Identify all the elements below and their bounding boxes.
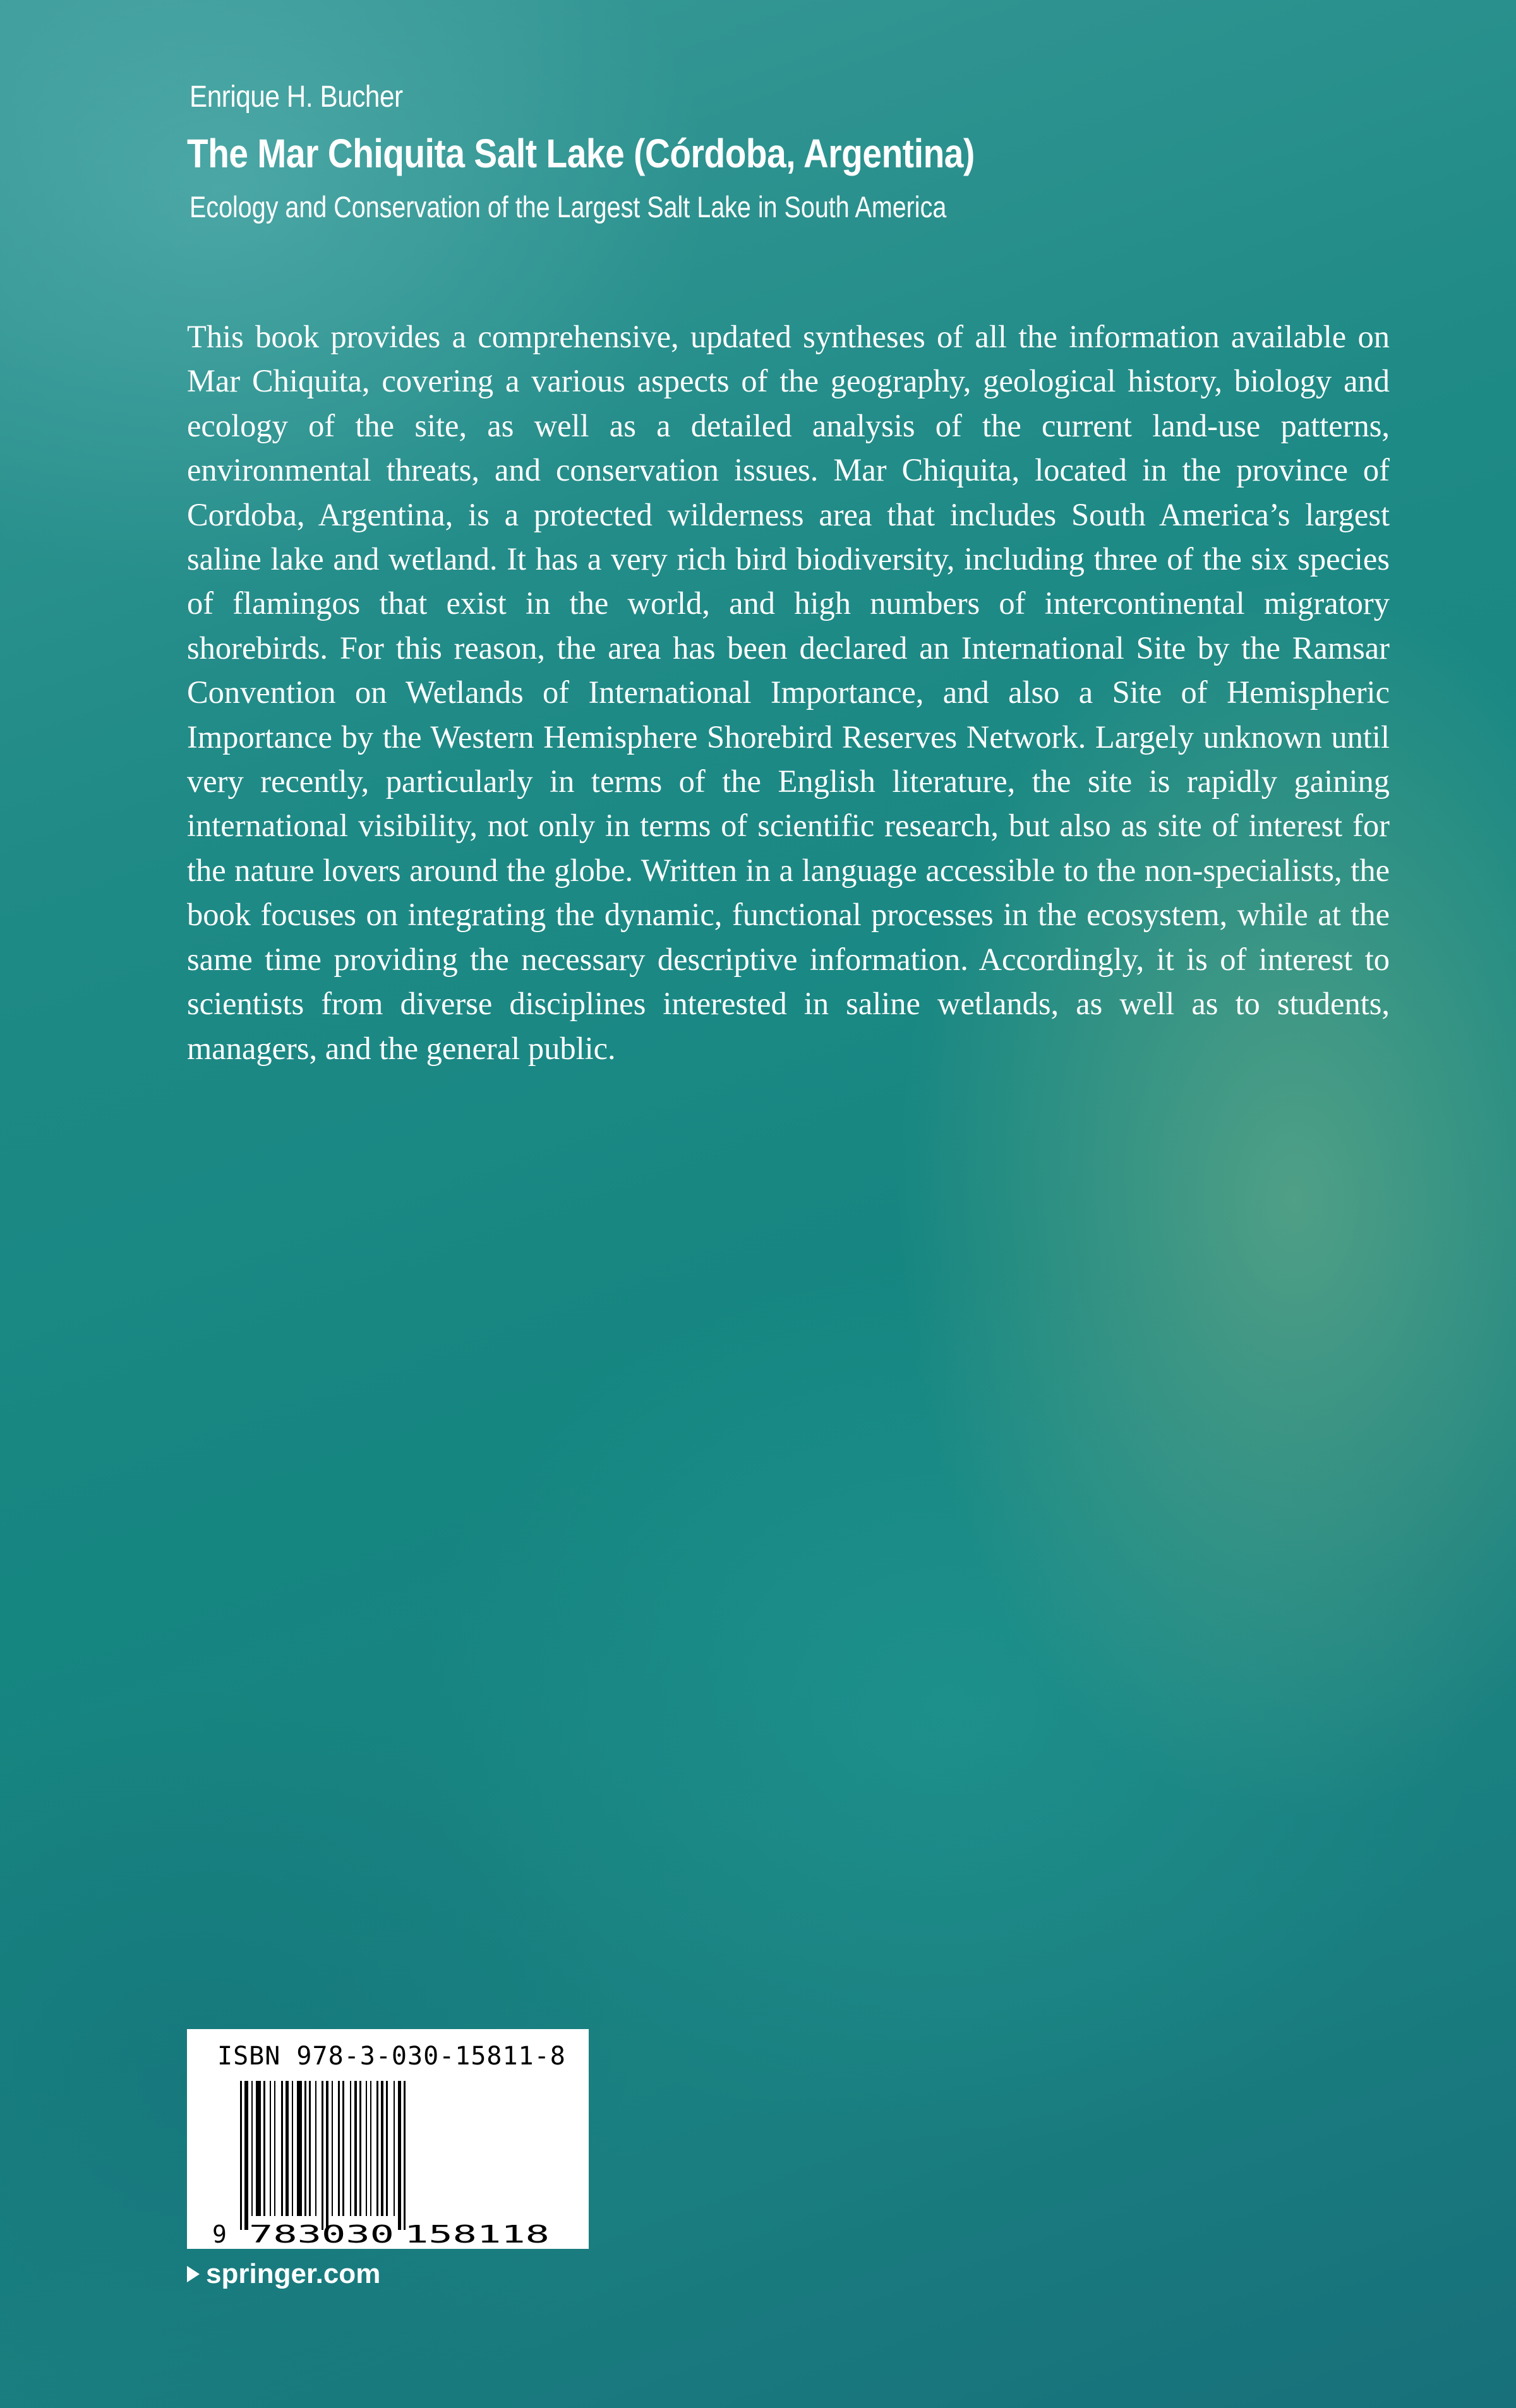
arrow-right-icon bbox=[187, 2266, 200, 2282]
barcode-digits-right: 158118 bbox=[404, 2220, 550, 2248]
publisher-link-label: springer.com bbox=[206, 2258, 381, 2289]
barcode-bar bbox=[263, 2081, 265, 2216]
book-title: The Mar Chiquita Salt Lake (Córdoba, Argentina) bbox=[187, 131, 975, 176]
barcode-digit-lead: 9 bbox=[212, 2220, 227, 2248]
barcode-bar bbox=[244, 2081, 248, 2230]
barcode-bar bbox=[354, 2081, 357, 2216]
barcode-bar bbox=[256, 2081, 261, 2216]
barcode-bar bbox=[350, 2081, 351, 2216]
barcode-bar bbox=[386, 2081, 388, 2216]
barcode-bar bbox=[309, 2081, 311, 2216]
publisher-link[interactable] bbox=[187, 2258, 380, 2290]
barcode-bar bbox=[292, 2081, 293, 2216]
barcode-bar bbox=[342, 2081, 344, 2216]
barcode-bar bbox=[381, 2081, 383, 2216]
barcode-bar bbox=[297, 2081, 302, 2216]
barcode-bar bbox=[240, 2081, 242, 2230]
barcode-bar bbox=[359, 2081, 361, 2216]
book-description: This book provides a comprehensive, updated syntheses of all the information available on Mar Chiquita, covering a various aspects of the geography, geological history, biology and ecology of the site, as well as a detailed analysis of the current land-use patterns, environmental threats, and conservation issues. Mar Chiquita, located in the province of Cordoba, Argentina, is a protected wilderness area that includes South America’s largest saline lake and wetland. It has a very rich bird biodiversity, including three of the six species of flamingos that exist in the world, and high numbers of intercontinental migratory shorebirds. For this reason, the area has been declared an International Site by the Ramsar Convention on Wetlands of International Importance, and also a Site of Hemispheric Importance by the Western Hemisphere Shorebird Reserves Network. Largely unknown until very recently, particularly in terms of the English literature, the site is rapidly gaining international visibility, not only in terms of scientific research, but also as site of interest for the nature lovers around the globe. Written in a language accessible to the non-specialists, the book focuses on integrating the dynamic, functional processes in the ecosystem, while at the same time providing the necessary descriptive information. Accordingly, it is of interest to scientists from diverse disciplines interested in saline wetlands, as well as to students, managers, and the general public. bbox=[187, 319, 1390, 1066]
barcode-bar bbox=[326, 2081, 328, 2230]
barcode-bar bbox=[274, 2081, 275, 2216]
isbn-label: ISBN 978-3-030-15811-8 bbox=[217, 2042, 566, 2071]
barcode-bar bbox=[332, 2081, 333, 2216]
barcode-bar bbox=[398, 2081, 401, 2230]
barcode-bar bbox=[370, 2081, 371, 2216]
barcode-bar bbox=[270, 2081, 271, 2216]
barcode-bar bbox=[394, 2081, 395, 2216]
barcode-digits-left: 783030 bbox=[249, 2220, 394, 2248]
barcode-icon bbox=[187, 2029, 589, 2249]
book-subtitle: Ecology and Conservation of the Largest Salt Lake in South America bbox=[190, 190, 947, 224]
barcode-bar bbox=[322, 2081, 323, 2230]
barcode-bar bbox=[304, 2081, 306, 2216]
barcode-bar bbox=[281, 2081, 283, 2216]
barcode-bar bbox=[286, 2081, 289, 2216]
barcode-bar bbox=[376, 2081, 378, 2216]
barcode-bar bbox=[366, 2081, 367, 2216]
barcode-bar bbox=[315, 2081, 316, 2216]
isbn-barcode-box bbox=[187, 2029, 589, 2249]
barcode-bar bbox=[251, 2081, 253, 2216]
barcode-bar bbox=[338, 2081, 340, 2216]
author-name: Enrique H. Bucher bbox=[190, 80, 403, 114]
barcode-bar bbox=[404, 2081, 406, 2230]
